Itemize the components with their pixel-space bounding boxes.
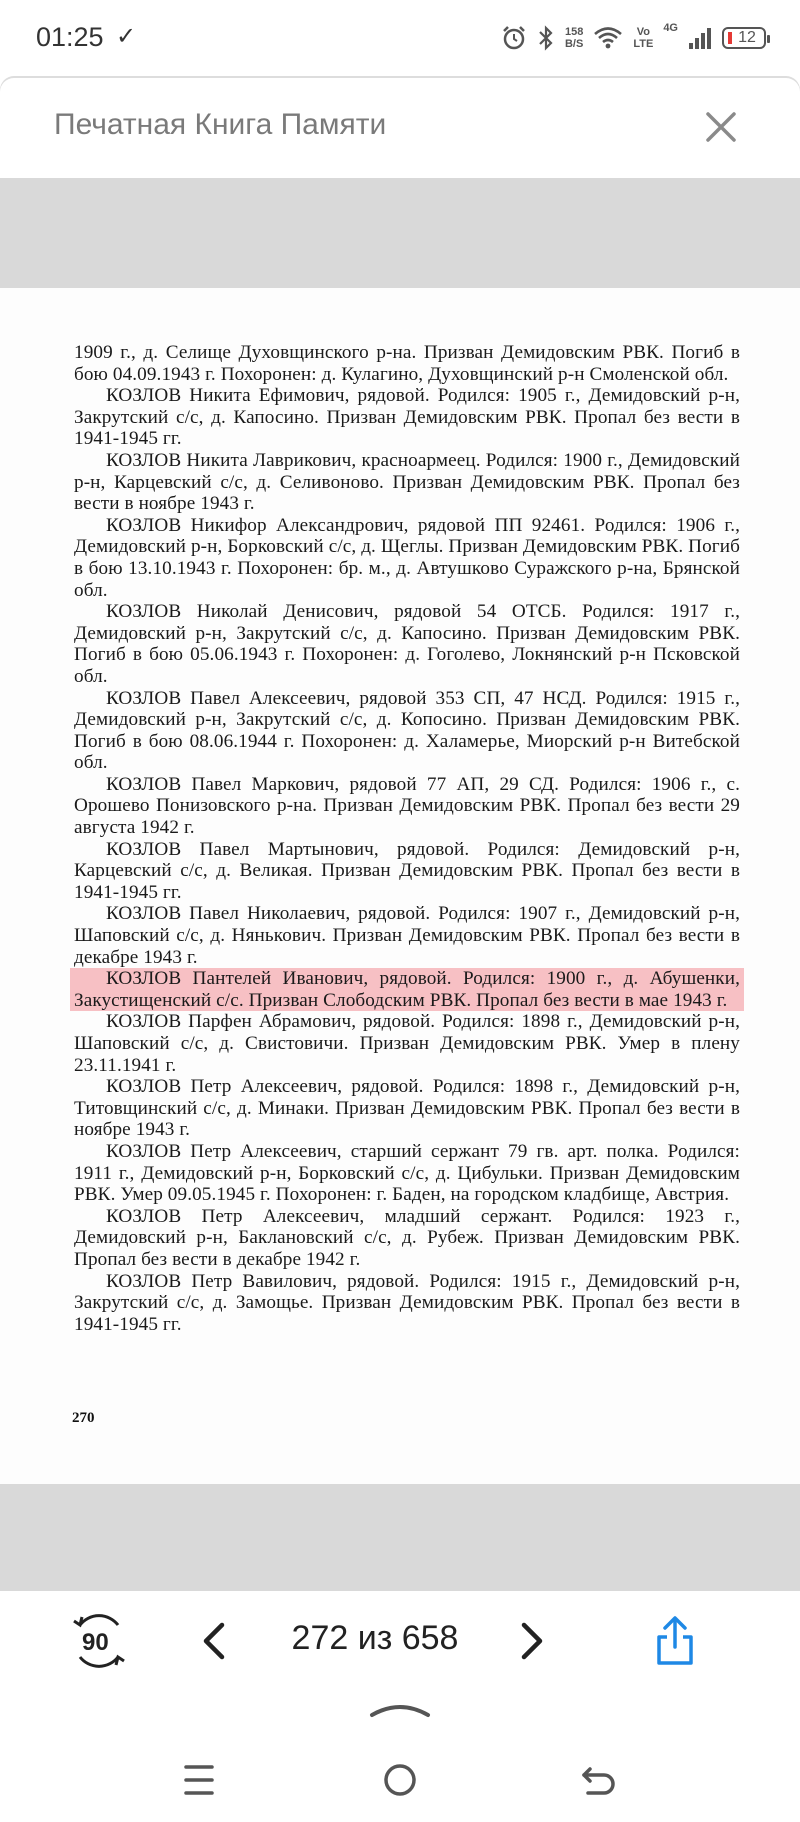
highlighted-entry: КОЗЛОВ Пантелей Иванович, рядовой. Родился: 1900 г., д. Абушенки, Закустищенский с/с. Призван Слободским РВК. Пропал без вести в мае 1943 г. [70,968,744,1011]
chevron-left-icon [196,1619,232,1663]
close-icon [696,102,746,152]
drag-handle[interactable] [368,1699,432,1721]
system-nav-bar [0,1691,800,1822]
status-time: 01:25 [36,22,104,52]
dialog-header [0,78,800,178]
document-entry: КОЗЛОВ Павел Алексеевич, рядовой 353 СП, 47 НСД. Родился: 1915 г., Демидовский р-н, Закрутский с/с, д. Копосино. Призван Демидовским РВК. Погиб в бою 08.06.1944 г. Похоронен: д. Халамерье, Миорский р-н Витебской обл. [74,687,740,774]
net-speed: 158 B/S [564,26,584,50]
document-entry: КОЗЛОВ Петр Вавилович, рядовой. Родился: 1915 г., Демидовский р-н, Закрутский с/с, д. Замощье. Призван Демидовским РВК. Пропал без вести в 1941-1945 гг. [74,1270,740,1335]
page-title: Печатная Книга Памяти [54,108,387,141]
document-entry: КОЗЛОВ Николай Денисович, рядовой 54 ОТСБ. Родился: 1917 г., Демидовский р-н, Закрутский с/с, д. Капосино. Призван Демидовским РВК. Погиб в бою 05.06.1943 г. Похоронен: д. Гоголево, Локнянский р-н Псковской обл. [74,601,740,687]
document-entry: КОЗЛОВ Никита Ефимович, рядовой. Родился: 1905 г., Демидовский р-н, Закрутский с/с, д. Капосино. Призван Демидовским РВК. Пропал без вести в 1941-1945 гг. [74,385,740,450]
page-text [74,342,740,1335]
home-button[interactable] [377,1757,423,1803]
rotate-button[interactable] [66,1611,132,1671]
share-icon [652,1615,698,1667]
alarm-icon [501,25,527,51]
recent-apps-button[interactable] [176,1757,222,1803]
battery-level: 12 [738,29,756,46]
share-button[interactable] [652,1615,698,1667]
document-page[interactable] [0,288,800,1484]
document-entry: КОЗЛОВ Парфен Абрамович, рядовой. Родился: 1898 г., Демидовский р-н, Шаповский с/с, д. Свистовичи. Призван Демидовским РВК. Умер в плену 23.11.1941 г. [74,1011,740,1076]
viewer-toolbar [0,1591,800,1691]
home-icon [377,1757,423,1803]
bluetooth-icon [537,25,555,51]
page-indicator: 272 из 658 [291,1619,459,1657]
document-entry: КОЗЛОВ Павел Мартынович, рядовой. Родился: Демидовский р-н, Карцевский с/с, д. Великая. Призван Демидовским РВК. Пропал без вести в 1941-1945 гг. [74,838,740,903]
status-icons [501,18,766,58]
rotate-label: 90 [82,1629,109,1656]
close-button[interactable] [696,102,746,152]
back-button[interactable] [576,1757,622,1803]
battery-icon [722,27,766,49]
back-icon [576,1757,622,1803]
network-type: 4G [663,22,678,34]
document-entry: КОЗЛОВ Павел Маркович, рядовой 77 АП, 29 СД. Родился: 1906 г., с. Орошево Понизовского р-на. Призван Демидовским РВК. Пропал без вести 29 августа 1942 г. [74,773,740,839]
document-entry: КОЗЛОВ Петр Алексеевич, рядовой. Родился: 1898 г., Демидовский р-н, Титовщинский с/с, д. Минаки. Призван Демидовским РВК. Пропал без вести в ноябре 1943 г. [74,1076,740,1141]
document-entry: КОЗЛОВ Павел Николаевич, рядовой. Родился: 1907 г., Демидовский р-н, Шаповский с/с, д. Нянькович. Призван Демидовским РВК. Пропал без вести в декабре 1943 г. [74,903,740,968]
chevron-right-icon [514,1619,550,1663]
chevron-up-icon [368,1699,432,1721]
printed-page-number: 270 [72,1410,95,1426]
document-entry: КОЗЛОВ Никифор Александрович, рядовой ПП 92461. Родился: 1906 г., Демидовский р-н, Борковский с/с, д. Щеглы. Призван Демидовским РВК. Погиб в бою 13.10.1943 г. Похоронен: бр. м., д. Автушково Суражского р-на, Брянской обл. [74,514,740,601]
volte-indicator: Vo LTE [633,26,654,50]
document-entry: КОЗЛОВ Никита Лаврикович, красноармеец. Родился: 1900 г., Демидовский р-н, Карцевский с/с, д. Селивоново. Призван Демидовским РВК. Пропал без вести в ноябре 1943 г. [74,449,740,515]
next-page-button[interactable] [514,1619,550,1663]
document-viewer[interactable] [0,178,800,1591]
check-icon: ✓ [116,22,137,50]
document-entry: КОЗЛОВ Петр Алексеевич, старший сержант 79 гв. арт. полка. Родился: 1911 г., Демидовский р-н, Борковский с/с, д. Цибульки. Призван Демидовским РВК. Умер 09.05.1945 г. Похоронен: г. Баден, на городском кладбище, Австрия. [74,1140,740,1206]
document-entry: КОЗЛОВ Петр Алексеевич, младший сержант. Родился: 1923 г., Демидовский р-н, Баклановский с/с, д. Рубеж. Призван Демидовским РВК. Пропал без вести в декабре 1942 г. [74,1205,740,1270]
menu-icon [176,1757,222,1803]
wifi-icon [593,26,623,50]
document-entry: 1909 г., д. Селище Духовщинского р-на. Призван Демидовским РВК. Погиб в бою 04.09.1943 г. Похоронен: д. Кулагино, Духовщинский р-н Смоленской обл. [74,342,740,385]
previous-page-button[interactable] [196,1619,232,1663]
status-bar [0,0,800,78]
signal-icon [688,26,712,50]
